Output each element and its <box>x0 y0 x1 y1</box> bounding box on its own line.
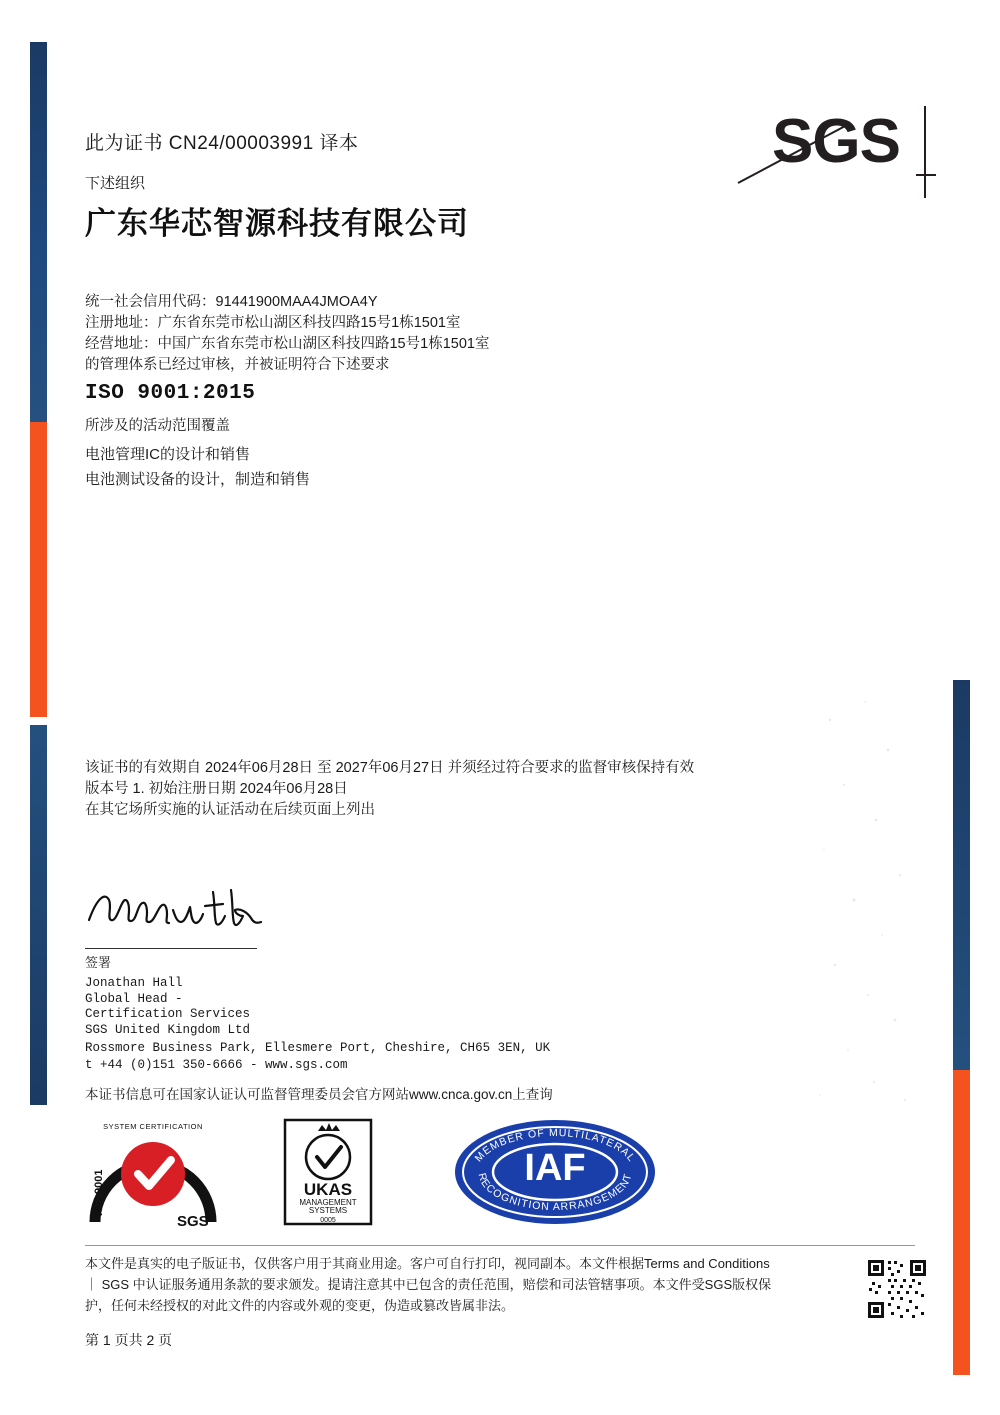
svg-text:IAF: IAF <box>524 1147 586 1190</box>
svg-text:SYSTEMS: SYSTEMS <box>308 1206 348 1215</box>
accreditation-marks <box>85 1112 705 1232</box>
signature-rule <box>85 948 257 949</box>
footer-divider <box>85 1245 915 1246</box>
paper-texture <box>810 690 920 1110</box>
other-sites-line: 在其它场所实施的认证活动在后续页面上列出 <box>85 802 375 818</box>
signatory-title-line-2: Certification Services <box>85 1007 251 1021</box>
left-navy-bar-bottom <box>30 725 47 1105</box>
svg-text:MEMBER OF MULTILATERAL: MEMBER OF MULTILATERAL <box>472 1126 638 1165</box>
sgs-logo-tick <box>916 174 936 176</box>
signatory-details <box>85 976 250 1038</box>
validity-period-line: 该证书的有效期自 2024年06月28日 至 2027年06月27日 并须经过符合要求的监督审核保持有效 <box>85 760 695 776</box>
svg-text:ISO 9001: ISO 9001 <box>93 1169 105 1216</box>
signatory-name: Jonathan Hall <box>85 976 183 990</box>
issuer-address: Rossmore Business Park, Ellesmere Port, Cheshire, CH65 3EN, UK <box>85 1041 551 1055</box>
qr-code <box>866 1258 928 1320</box>
signature-caption: 签署 <box>85 955 112 970</box>
organization-name: 广东华芯智源科技有限公司 <box>85 206 469 241</box>
sgs-logo-text: SGS <box>772 107 900 176</box>
footer-disclaimer: 本文件是真实的电子版证书，仅供客户用于其商业用途。客户可自行打印，视同副本。本文件根据Terms and Conditions ｜ SGS 中认证服务通用条款的要求颁发。提请注意其中已包含的责任范围，赔偿和司法管辖事项。本文件受SGS版权保护，任何未经授权的对此文件的内容或外观的变更，伪造或篡改皆属非法。 <box>85 1256 772 1313</box>
left-navy-bar-top <box>30 42 47 422</box>
scope-list <box>85 442 310 492</box>
svg-text:SGS: SGS <box>177 1213 209 1230</box>
right-orange-bar <box>953 1070 970 1375</box>
svg-text:UKAS: UKAS <box>303 1180 353 1199</box>
page-number: 第 1 页共 2 页 <box>85 1332 173 1348</box>
scope-label: 所涉及的活动范围覆盖 <box>85 418 230 434</box>
ukas-mark <box>285 1120 371 1224</box>
iso9001-mark <box>93 1122 211 1230</box>
signature-image <box>85 880 275 940</box>
svg-text:0005: 0005 <box>320 1217 336 1224</box>
sgs-logo <box>742 107 932 200</box>
registered-address-line: 注册地址：广东省东莞市松山湖区科技四路15号1栋1501室 <box>85 315 461 331</box>
sgs-logo-vertical-rule <box>924 106 926 198</box>
scope-line-2: 电池测试设备的设计，制造和销售 <box>85 471 311 488</box>
translation-note: 此为证书 CN24/00003991 译本 <box>85 133 359 154</box>
signatory-title-line-1: Global Head - <box>85 991 183 1006</box>
issuer-address-block <box>85 1040 550 1074</box>
issuer-contact: t +44 (0)151 350-6666 - www.sgs.com <box>85 1058 348 1072</box>
standard-name: ISO 9001:2015 <box>85 382 256 405</box>
signatory-company: SGS United Kingdom Ltd <box>85 1022 251 1037</box>
credit-code-line: 统一社会信用代码：91441900MAA4JMOA4Y <box>85 294 378 310</box>
cnca-verification-line: 本证书信息可在国家认证认可监督管理委员会官方网站www.cnca.gov.cn上查询 <box>85 1087 553 1102</box>
organization-details <box>85 292 489 376</box>
svg-text:RECOGNITION ARRANGEMENT: RECOGNITION ARRANGEMENT <box>475 1171 635 1214</box>
issue-version-line: 版本号 1. 初始注册日期 2024年06月28日 <box>85 781 348 797</box>
left-orange-bar <box>30 422 47 717</box>
conformity-statement-line: 的管理体系已经过审核，并被证明符合下述要求 <box>85 357 390 373</box>
iaf-mark <box>455 1120 655 1224</box>
operating-address-line: 经营地址：中国广东省东莞市松山湖区科技四路15号1栋1501室 <box>85 336 490 352</box>
organization-label: 下述组织 <box>85 175 146 192</box>
svg-text:MANAGEMENT: MANAGEMENT <box>299 1198 357 1207</box>
right-navy-bar <box>953 680 970 1070</box>
svg-text:SYSTEM CERTIFICATION: SYSTEM CERTIFICATION <box>103 1122 203 1131</box>
validity-block <box>85 758 694 821</box>
scope-line-1: 电池管理IC的设计和销售 <box>85 446 251 463</box>
